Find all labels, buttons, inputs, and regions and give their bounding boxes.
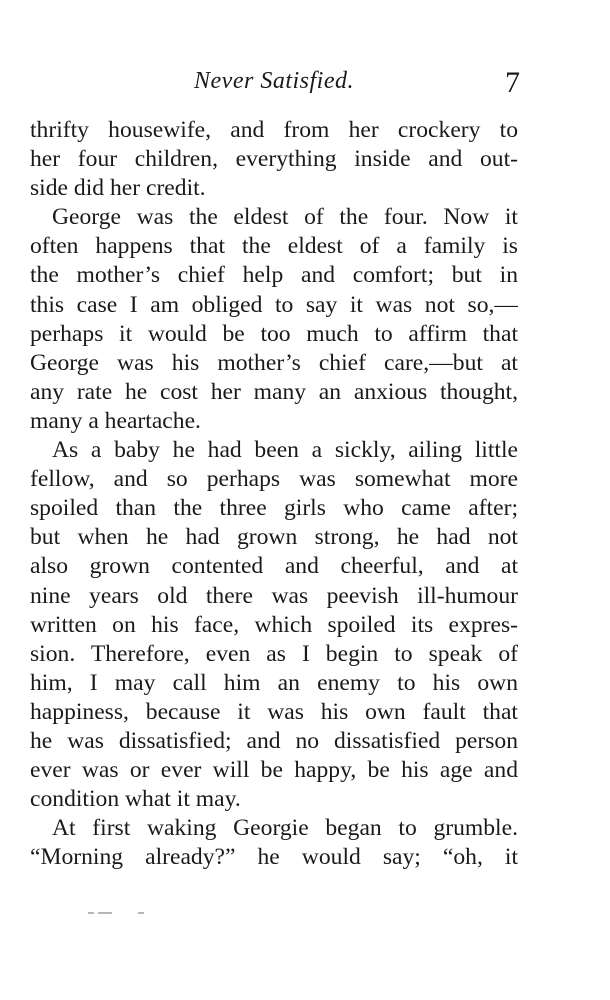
text-line: nine years old there was peevish ill-humour (30, 582, 518, 609)
text-line: he was dissatisfied; and no dissatisfied person (30, 727, 518, 754)
text-line: happiness, because it was his own fault that (30, 698, 518, 725)
text-line: this case I am obliged to say it was not so,— (30, 291, 518, 318)
text-line: perhaps it would be too much to affirm that (30, 320, 518, 347)
text-line: the mother’s chief help and comfort; but in (30, 262, 518, 289)
text-line: “Morning already?” he would say; “oh, it (30, 844, 518, 871)
text-line: written on his face, which spoiled its expres- (30, 611, 518, 638)
text-line: George was the eldest of the four. Now it (52, 204, 518, 231)
page-number: 7 (505, 66, 520, 99)
text-line: As a baby he had been a sickly, ailing little (52, 437, 518, 464)
text-line: many a heartache. (30, 407, 201, 434)
running-title: Never Satisfied. (194, 68, 354, 94)
text-line: thrifty housewife, and from her crockery to (30, 117, 518, 143)
text-line: George was his mother’s chief care,—but at (30, 349, 518, 376)
text-line: side did her credit. (30, 175, 206, 202)
running-head (30, 68, 518, 104)
text-line: spoiled than the three girls who came after; (30, 495, 518, 522)
text-line: any rate he cost her many an anxious thought, (30, 378, 518, 405)
text-line: him, I may call him an enemy to his own (30, 669, 518, 696)
text-line: condition what it may. (30, 786, 241, 813)
body-text (30, 116, 518, 872)
print-smudge (88, 912, 148, 916)
text-line: her four children, everything inside and out- (30, 146, 518, 173)
text-line: sion. Therefore, even as I begin to speak of (30, 640, 518, 667)
text-line: At first waking Georgie began to grumble. (52, 815, 518, 842)
text-line: fellow, and so perhaps was somewhat more (30, 466, 518, 493)
text-line: ever was or ever will be happy, be his age and (30, 757, 518, 784)
text-line: but when he had grown strong, he had not (30, 524, 518, 551)
text-line: also grown contented and cheerful, and at (30, 553, 518, 580)
text-line: often happens that the eldest of a family is (30, 233, 518, 260)
